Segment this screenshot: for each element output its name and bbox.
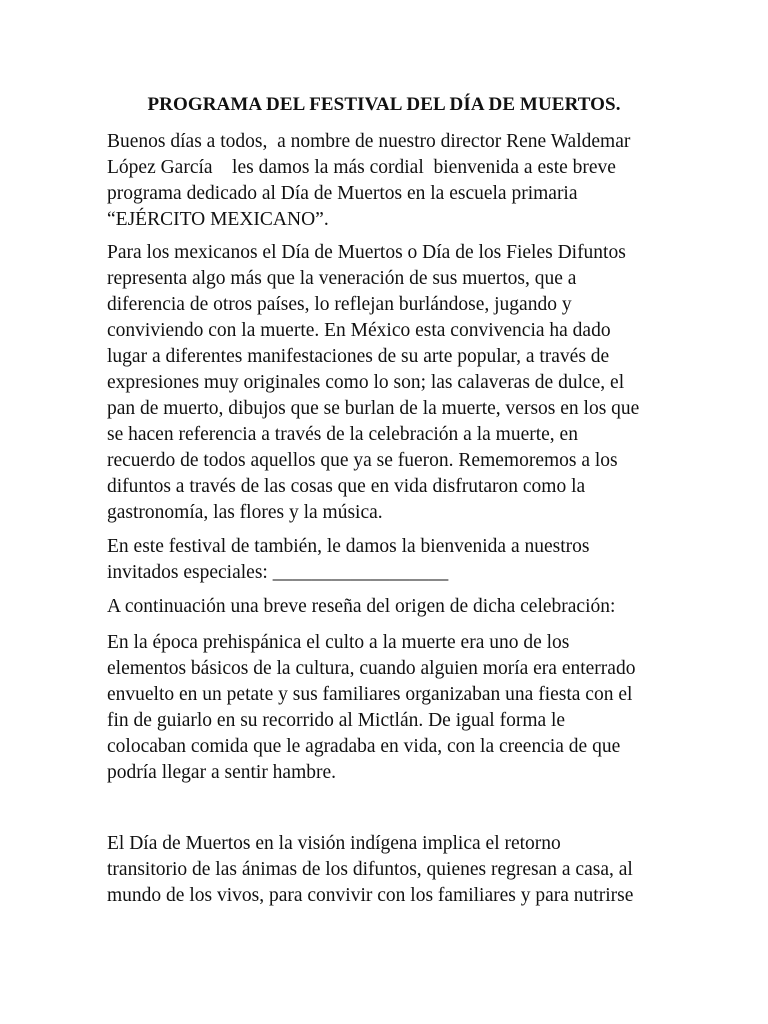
text-line: colocaban comida que le agradaba en vida, con la creencia de que	[107, 736, 621, 757]
text-line: se hacen referencia a través de la celebración a la muerte, en	[107, 424, 578, 445]
text-line: lugar a diferentes manifestaciones de su arte popular, a través de	[107, 346, 610, 367]
text-line: pan de muerto, dibujos que se burlan de la muerte, versos en los que	[107, 398, 640, 419]
text-line: mundo de los vivos, para convivir con los familiares y para nutrirse	[107, 885, 634, 906]
document-title: PROGRAMA DEL FESTIVAL DEL DÍA DE MUERTOS.	[147, 94, 621, 115]
text-line: fin de guiarlo en su recorrido al Mictlán. De igual forma le	[107, 710, 566, 731]
text-line: “EJÉRCITO MEXICANO”.	[107, 209, 329, 230]
text-line: Buenos días a todos, a nombre de nuestro director Rene Waldemar	[107, 131, 631, 152]
text-line: diferencia de otros países, lo reflejan burlándose, jugando y	[107, 294, 572, 315]
text-line: A continuación una breve reseña del origen de dicha celebración:	[107, 596, 616, 617]
text-line: conviviendo con la muerte. En México esta convivencia ha dado	[107, 320, 611, 341]
text-line: difuntos a través de las cosas que en vida disfrutaron como la	[107, 476, 586, 497]
text-line: envuelto en un petate y sus familiares organizaban una fiesta con el	[107, 684, 633, 705]
text-line: López García les damos la más cordial bienvenida a este breve	[107, 157, 616, 178]
paragraph-prehispanic	[107, 630, 687, 786]
text-line: transitorio de las ánimas de los difuntos, quienes regresan a casa, al	[107, 859, 633, 880]
text-line: El Día de Muertos en la visión indígena implica el retorno	[107, 833, 561, 854]
text-line: expresiones muy originales como lo son; las calaveras de dulce, el	[107, 372, 625, 393]
text-line: Para los mexicanos el Día de Muertos o Día de los Fieles Difuntos	[107, 242, 626, 263]
paragraph-indigenous-vision	[107, 831, 687, 909]
paragraph-intro-origin	[107, 594, 687, 620]
text-line: representa algo más que la veneración de sus muertos, que a	[107, 268, 577, 289]
paragraph-tradition	[107, 240, 687, 526]
paragraph-welcome	[107, 129, 687, 233]
text-line: podría llegar a sentir hambre.	[107, 762, 337, 783]
text-line: recuerdo de todos aquellos que ya se fueron. Rememoremos a los	[107, 450, 618, 471]
text-line: programa dedicado al Día de Muertos en la escuela primaria	[107, 183, 578, 204]
text-line: gastronomía, las flores y la música.	[107, 502, 383, 523]
paragraph-guests	[107, 534, 687, 586]
text-line: elementos básicos de la cultura, cuando alguien moría era enterrado	[107, 658, 636, 679]
text-line: En la época prehispánica el culto a la muerte era uno de los	[107, 632, 570, 653]
text-line: En este festival de también, le damos la bienvenida a nuestros	[107, 536, 590, 557]
text-line: invitados especiales: __________________	[107, 562, 449, 583]
